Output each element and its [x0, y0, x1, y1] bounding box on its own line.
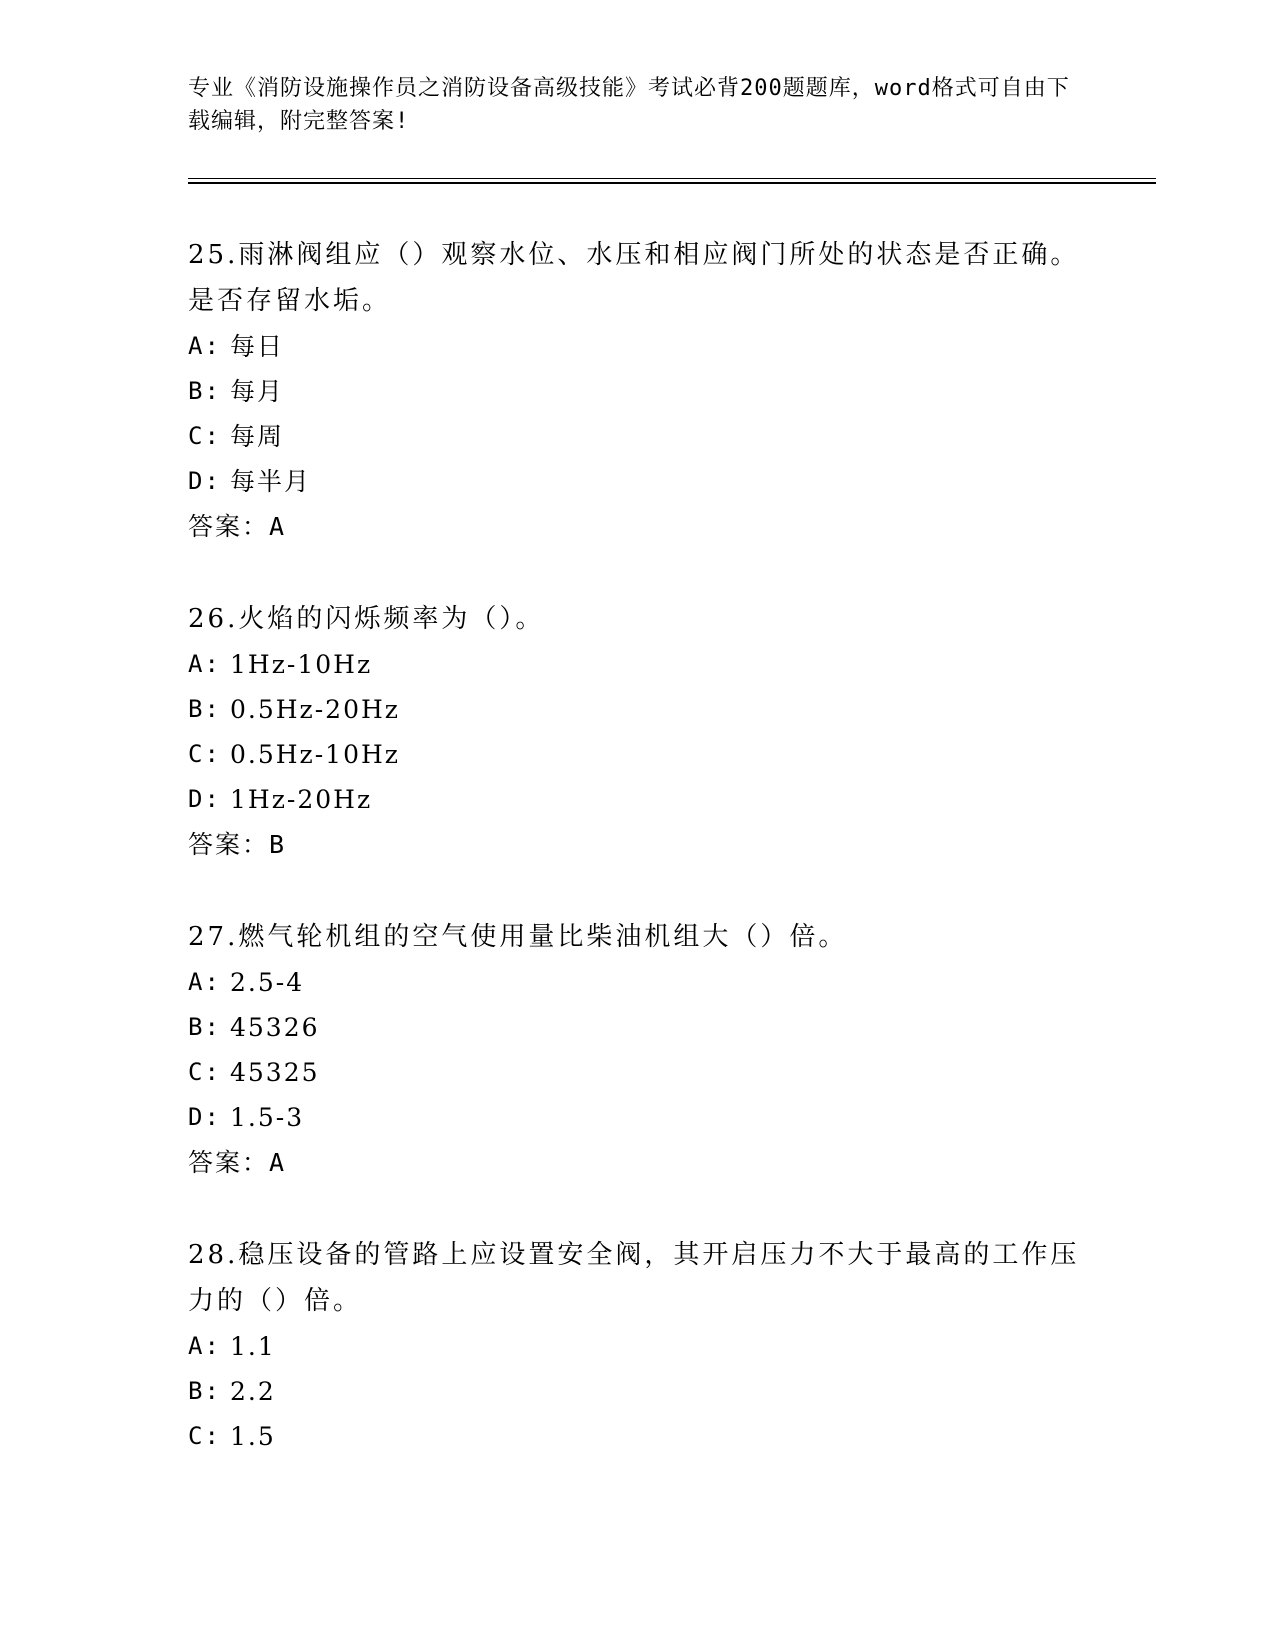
option-key: B: [188, 1013, 221, 1041]
question-26 [188, 596, 1088, 868]
option-text: 每日 [230, 332, 285, 361]
option-key: A: [188, 1332, 221, 1360]
question-28 [188, 1232, 1088, 1459]
option-a [188, 324, 1088, 369]
option-key: C: [188, 1058, 221, 1086]
option-a [188, 960, 1088, 1005]
option-key: A: [188, 968, 221, 996]
question-27 [188, 914, 1088, 1186]
option-text: 每周 [230, 422, 285, 451]
option-text: 0.5Hz-20Hz [230, 695, 400, 724]
header-divider-thin [188, 178, 1156, 179]
option-text: 45325 [230, 1058, 320, 1087]
option-d [188, 1095, 1088, 1140]
option-text: 每半月 [230, 467, 312, 496]
option-text: 1Hz-10Hz [230, 650, 373, 679]
option-text: 每月 [230, 377, 285, 406]
option-key: D: [188, 467, 221, 495]
answer-line: 答案：B [188, 830, 287, 859]
question-list [188, 232, 1088, 1505]
option-text: 1.1 [230, 1332, 276, 1361]
option-key: C: [188, 422, 221, 450]
option-c [188, 414, 1088, 459]
option-b [188, 1369, 1088, 1414]
header-divider-thick [188, 182, 1156, 184]
option-key: B: [188, 377, 221, 405]
document-header: 专业《消防设施操作员之消防设备高级技能》考试必背200题题库，word格式可自由下载编辑，附完整答案! [188, 76, 1070, 134]
option-b [188, 369, 1088, 414]
option-text: 2.5-4 [230, 968, 305, 997]
option-key: C: [188, 1422, 221, 1450]
option-key: A: [188, 332, 221, 360]
option-a [188, 1324, 1088, 1369]
option-c [188, 1414, 1088, 1459]
question-25 [188, 232, 1088, 550]
option-d [188, 777, 1088, 822]
question-stem: 28.稳压设备的管路上应设置安全阀，其开启压力不大于最高的工作压力的（）倍。 [188, 1240, 1080, 1316]
option-text: 45326 [230, 1013, 320, 1042]
option-c [188, 1050, 1088, 1095]
question-stem: 26.火焰的闪烁频率为（）。 [188, 604, 545, 634]
option-key: B: [188, 695, 221, 723]
option-key: B: [188, 1377, 221, 1405]
answer-line: 答案：A [188, 512, 287, 541]
option-text: 0.5Hz-10Hz [230, 740, 400, 769]
option-key: D: [188, 1103, 221, 1131]
answer-line: 答案：A [188, 1148, 287, 1177]
option-key: C: [188, 740, 221, 768]
option-key: D: [188, 785, 221, 813]
option-a [188, 642, 1088, 687]
option-b [188, 1005, 1088, 1050]
option-c [188, 732, 1088, 777]
option-text: 1.5 [230, 1422, 276, 1451]
option-key: A: [188, 650, 221, 678]
question-stem: 27.燃气轮机组的空气使用量比柴油机组大（）倍。 [188, 922, 848, 952]
option-text: 2.2 [230, 1377, 276, 1406]
option-text: 1Hz-20Hz [230, 785, 373, 814]
option-b [188, 687, 1088, 732]
option-text: 1.5-3 [230, 1103, 305, 1132]
question-stem: 25.雨淋阀组应（）观察水位、水压和相应阀门所处的状态是否正确。是否存留水垢。 [188, 240, 1080, 316]
option-d [188, 459, 1088, 504]
